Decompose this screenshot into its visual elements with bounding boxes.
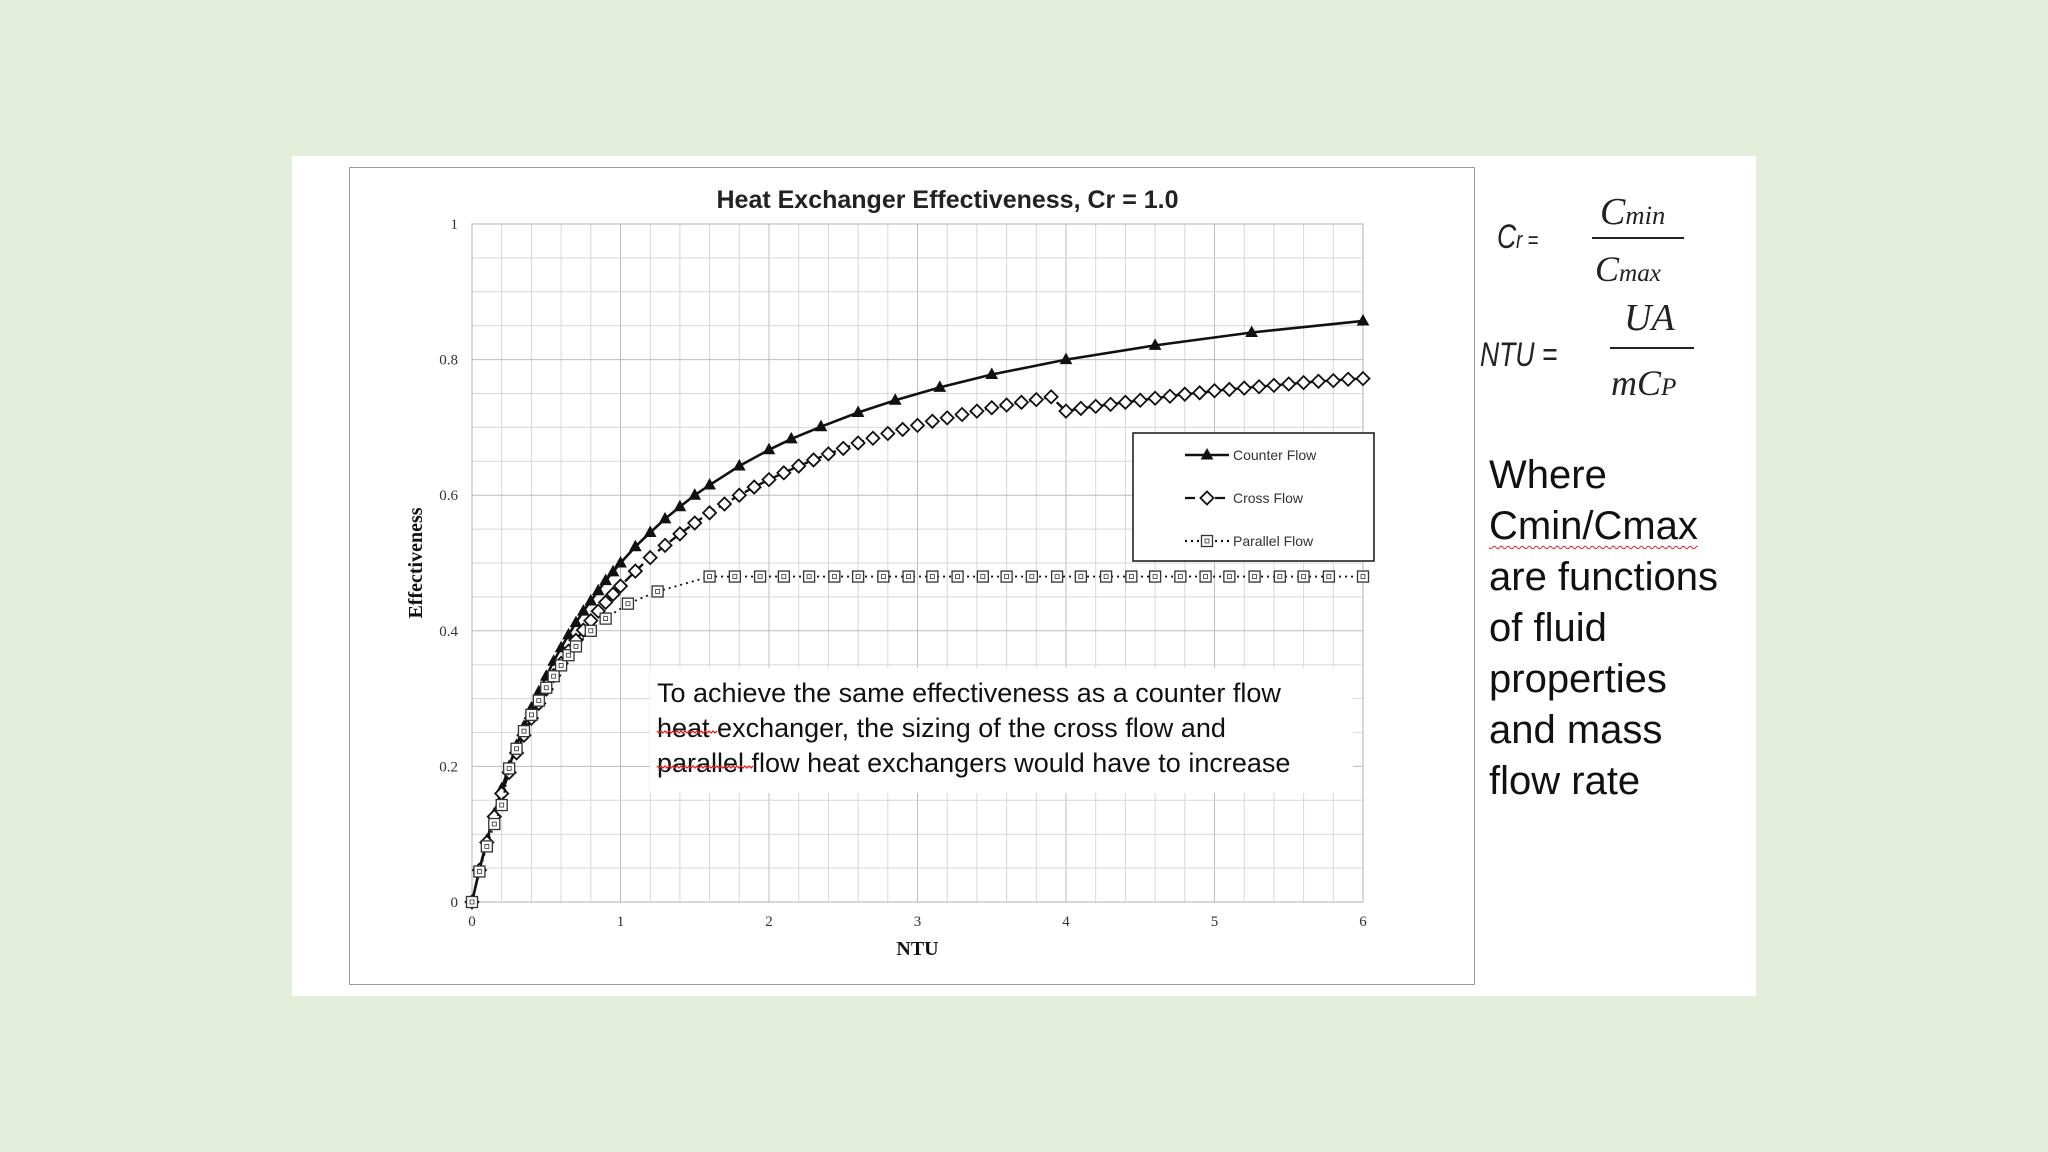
slide bbox=[292, 156, 1756, 996]
x-axis-label: NTU bbox=[896, 938, 939, 960]
y-tick-label: 0 bbox=[450, 895, 458, 911]
side-note-line: of fluid bbox=[1489, 606, 1607, 650]
side-note-line: Cmin/Cmax bbox=[1489, 504, 1698, 548]
grid bbox=[472, 224, 1363, 902]
data-point bbox=[1298, 571, 1309, 582]
data-point bbox=[1026, 571, 1037, 582]
data-point bbox=[652, 586, 663, 597]
data-point bbox=[1030, 393, 1043, 406]
data-point bbox=[952, 571, 963, 582]
data-point bbox=[763, 473, 776, 486]
chart-frame bbox=[349, 167, 1475, 985]
cr-denominator: Cmax bbox=[1595, 249, 1661, 289]
data-point bbox=[481, 841, 492, 852]
y-tick-label: 0.6 bbox=[439, 488, 458, 505]
side-note bbox=[1489, 450, 1749, 807]
data-point bbox=[837, 442, 850, 455]
cr-numerator: Cmin bbox=[1600, 191, 1666, 233]
data-point bbox=[570, 641, 581, 652]
data-point bbox=[1119, 396, 1132, 409]
data-point bbox=[1000, 399, 1013, 412]
side-note-line: and mass bbox=[1489, 708, 1663, 752]
data-point bbox=[822, 447, 835, 460]
data-point bbox=[733, 489, 746, 502]
data-point bbox=[1045, 390, 1058, 403]
legend-label: Cross Flow bbox=[1233, 490, 1304, 506]
y-tick-label: 0.2 bbox=[439, 759, 458, 776]
data-point bbox=[622, 598, 633, 609]
data-point bbox=[829, 571, 840, 582]
data-point bbox=[1150, 571, 1161, 582]
data-point bbox=[489, 819, 500, 830]
y-tick-label: 0.8 bbox=[439, 352, 458, 369]
data-point bbox=[778, 571, 789, 582]
data-point bbox=[927, 571, 938, 582]
ntu-fraction-bar bbox=[1610, 347, 1694, 349]
data-point bbox=[644, 551, 657, 564]
data-point bbox=[1327, 374, 1340, 387]
data-point bbox=[556, 660, 567, 671]
data-point bbox=[495, 787, 508, 800]
data-point bbox=[526, 709, 537, 720]
data-point bbox=[1267, 379, 1280, 392]
legend-label: Counter Flow bbox=[1233, 447, 1317, 463]
y-tick-label: 0.4 bbox=[439, 623, 458, 640]
x-tick-label: 1 bbox=[616, 914, 625, 930]
data-point bbox=[1075, 571, 1086, 582]
cr-fraction-bar bbox=[1592, 237, 1684, 239]
legend bbox=[1133, 433, 1374, 561]
data-point bbox=[970, 405, 983, 418]
side-note-line: flow rate bbox=[1489, 759, 1641, 803]
data-point bbox=[755, 571, 766, 582]
data-point bbox=[467, 897, 478, 908]
data-point bbox=[1163, 390, 1176, 403]
data-point bbox=[1104, 398, 1117, 411]
data-point bbox=[1001, 571, 1012, 582]
data-point bbox=[1101, 571, 1112, 582]
data-point bbox=[548, 671, 559, 682]
data-point bbox=[807, 453, 820, 466]
data-point bbox=[777, 466, 790, 479]
x-tick-label: 3 bbox=[913, 914, 922, 930]
data-point bbox=[533, 695, 544, 706]
effectiveness-chart bbox=[350, 168, 1476, 986]
data-point bbox=[704, 571, 715, 582]
data-point bbox=[1357, 372, 1370, 385]
x-tick-label: 2 bbox=[765, 914, 773, 930]
data-point bbox=[853, 571, 864, 582]
data-point bbox=[941, 411, 954, 424]
data-point bbox=[1312, 375, 1325, 388]
legend-label: Parallel Flow bbox=[1233, 533, 1314, 549]
data-point bbox=[1238, 382, 1251, 395]
data-point bbox=[504, 763, 515, 774]
y-tick-label: 1 bbox=[450, 217, 458, 233]
data-point bbox=[689, 489, 700, 499]
side-note-line: are functions bbox=[1489, 555, 1719, 599]
annotation-line: To achieve the same effectiveness as a counter flow bbox=[657, 678, 1281, 708]
data-point bbox=[804, 571, 815, 582]
data-point bbox=[985, 401, 998, 414]
data-point bbox=[511, 743, 522, 754]
x-tick-label: 0 bbox=[468, 914, 476, 930]
side-note-line: Where bbox=[1489, 453, 1607, 497]
ntu-lhs: NTU = bbox=[1480, 336, 1558, 374]
data-point bbox=[1178, 388, 1191, 401]
data-point bbox=[896, 423, 909, 436]
data-point bbox=[496, 800, 507, 811]
x-tick-label: 5 bbox=[1210, 914, 1219, 930]
ntu-numerator: UA bbox=[1624, 297, 1675, 339]
data-point bbox=[718, 498, 731, 511]
data-point bbox=[977, 571, 988, 582]
ntu-denominator: mCP bbox=[1611, 363, 1677, 403]
data-point bbox=[903, 571, 914, 582]
data-point bbox=[1126, 571, 1137, 582]
x-tick-label: 4 bbox=[1062, 914, 1070, 930]
data-point bbox=[585, 625, 596, 636]
data-point bbox=[1175, 571, 1186, 582]
data-point bbox=[1208, 384, 1221, 397]
data-point bbox=[852, 436, 865, 449]
data-point bbox=[1358, 571, 1369, 582]
data-point bbox=[1089, 400, 1102, 413]
annotation bbox=[650, 668, 1353, 793]
data-point bbox=[911, 419, 924, 432]
data-point bbox=[956, 408, 969, 421]
legend-swatch-marker bbox=[1202, 536, 1213, 547]
side-note-line: properties bbox=[1489, 657, 1667, 701]
data-point bbox=[1253, 380, 1266, 393]
data-point bbox=[703, 506, 716, 519]
data-point bbox=[600, 613, 611, 624]
data-point bbox=[541, 682, 552, 693]
data-point bbox=[1074, 402, 1087, 415]
data-point bbox=[1200, 571, 1211, 582]
legend-item bbox=[1185, 533, 1314, 549]
y-axis-label: Effectiveness bbox=[405, 507, 427, 619]
data-point bbox=[1358, 315, 1369, 325]
data-point bbox=[1193, 386, 1206, 399]
data-point bbox=[1282, 378, 1295, 391]
data-point bbox=[1274, 571, 1285, 582]
data-point bbox=[748, 481, 761, 494]
data-point bbox=[926, 415, 939, 428]
data-point bbox=[518, 726, 529, 737]
cr-lhs: Cr = bbox=[1497, 218, 1539, 256]
data-point bbox=[474, 866, 485, 877]
data-point bbox=[866, 432, 879, 445]
data-point bbox=[1134, 394, 1147, 407]
data-point bbox=[1224, 571, 1235, 582]
annotation-line: heat exchanger, the sizing of the cross flow and bbox=[657, 713, 1226, 743]
data-point bbox=[1015, 396, 1028, 409]
data-point bbox=[729, 571, 740, 582]
x-tick-label: 6 bbox=[1359, 914, 1367, 930]
data-point bbox=[1323, 571, 1334, 582]
annotation-line: parallel flow heat exchangers would have to increase bbox=[657, 748, 1291, 778]
data-point bbox=[878, 571, 889, 582]
chart-title: Heat Exchanger Effectiveness, Cr = 1.0 bbox=[716, 186, 1179, 214]
data-point bbox=[1249, 571, 1260, 582]
data-point bbox=[881, 427, 894, 440]
data-point bbox=[1297, 376, 1310, 389]
data-point bbox=[1342, 373, 1355, 386]
data-point bbox=[1052, 571, 1063, 582]
